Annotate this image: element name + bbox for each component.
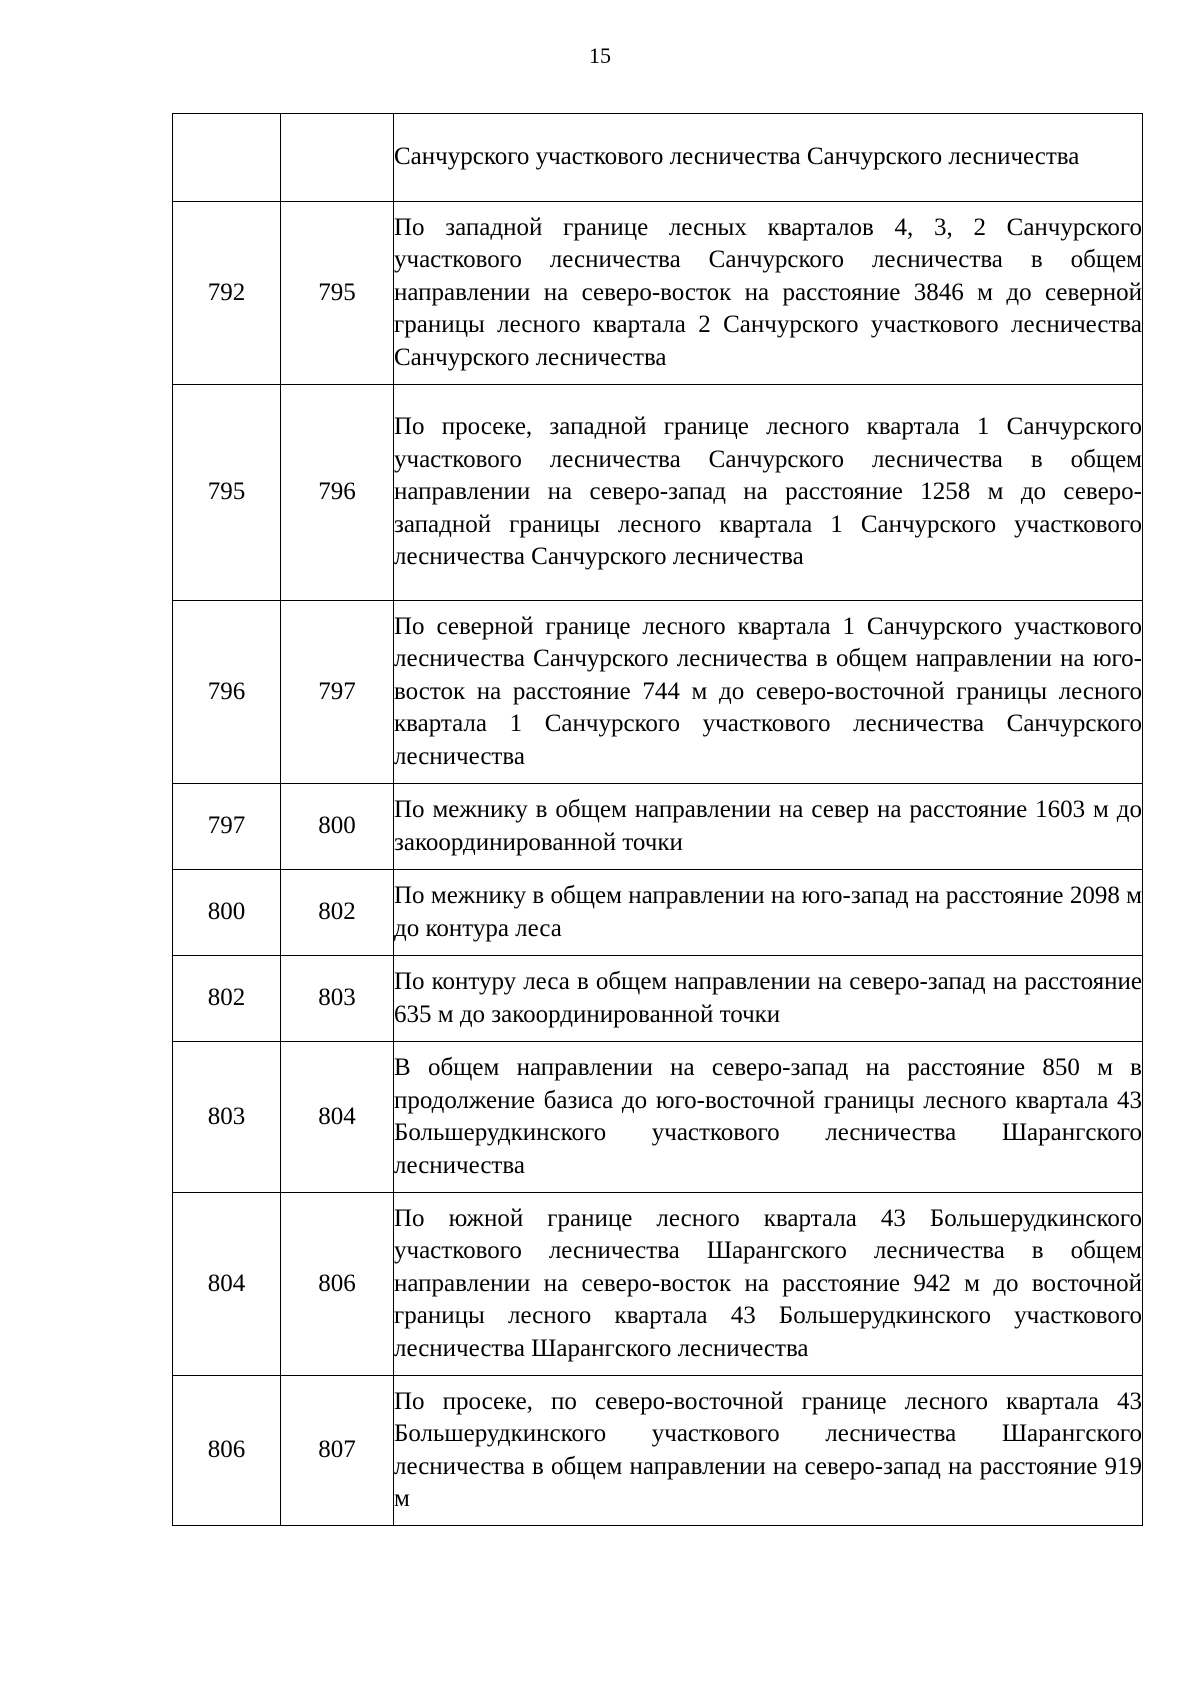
boundary-table [172, 113, 1143, 1526]
from-point-cell: 792 [173, 202, 281, 385]
to-point-cell: 804 [281, 1042, 394, 1193]
description-cell: По межнику в общем направлении на юго-запад на расстояние 2098 м до контура леса [394, 870, 1143, 956]
to-point-cell: 795 [281, 202, 394, 385]
page-number: 15 [589, 43, 611, 68]
description-cell: По просеке, по северо-восточной границе лесного квартала 43 Большерудкинского участкового лесничества Шарангского лесничества в общем направлении на северо-запад на расстояние 919 м [394, 1376, 1143, 1526]
description-cell: По просеке, западной границе лесного квартала 1 Санчурского участкового лесничества Санчурского лесничества в общем направлении на северо-запад на расстояние 1258 м до северо-западной границы лесного квартала 1 Санчурского участкового лесничества Санчурского лесничества [394, 385, 1143, 601]
table-row [173, 114, 1143, 202]
table-row [173, 601, 1143, 784]
description-cell: По северной границе лесного квартала 1 Санчурского участкового лесничества Санчурского лесничества в общем направлении на юго-восток на расстояние 744 м до северо-восточной границы лесного квартала 1 Санчурского участкового лесничества Санчурского лесничества [394, 601, 1143, 784]
table-row [173, 1376, 1143, 1526]
from-point-cell [173, 114, 281, 202]
table-row [173, 1193, 1143, 1376]
from-point-cell: 796 [173, 601, 281, 784]
table-row [173, 956, 1143, 1042]
from-point-cell: 804 [173, 1193, 281, 1376]
to-point-cell: 803 [281, 956, 394, 1042]
table-row [173, 385, 1143, 601]
from-point-cell: 800 [173, 870, 281, 956]
description-cell: По контуру леса в общем направлении на северо-запад на расстояние 635 м до закоординированной точки [394, 956, 1143, 1042]
from-point-cell: 802 [173, 956, 281, 1042]
table-row [173, 870, 1143, 956]
description-cell: По межнику в общем направлении на север на расстояние 1603 м до закоординированной точки [394, 784, 1143, 870]
from-point-cell: 797 [173, 784, 281, 870]
from-point-cell: 795 [173, 385, 281, 601]
table-row [173, 1042, 1143, 1193]
description-cell: По западной границе лесных кварталов 4, 3, 2 Санчурского участкового лесничества Санчурского лесничества в общем направлении на северо-восток на расстояние 3846 м до северной границы лесного квартала 2 Санчурского участкового лесничества Санчурского лесничества [394, 202, 1143, 385]
description-cell: В общем направлении на северо-запад на расстояние 850 м в продолжение базиса до юго-восточной границы лесного квартала 43 Большерудкинского участкового лесничества Шарангского лесничества [394, 1042, 1143, 1193]
to-point-cell: 800 [281, 784, 394, 870]
from-point-cell: 806 [173, 1376, 281, 1526]
to-point-cell: 807 [281, 1376, 394, 1526]
to-point-cell: 802 [281, 870, 394, 956]
to-point-cell [281, 114, 394, 202]
to-point-cell: 796 [281, 385, 394, 601]
from-point-cell: 803 [173, 1042, 281, 1193]
table-row [173, 784, 1143, 870]
description-cell: По южной границе лесного квартала 43 Большерудкинского участкового лесничества Шарангского лесничества в общем направлении на северо-восток на расстояние 942 м до восточной границы лесного квартала 43 Большерудкинского участкового лесничества Шарангского лесничества [394, 1193, 1143, 1376]
description-cell: Санчурского участкового лесничества Санчурского лесничества [394, 114, 1143, 202]
table-row [173, 202, 1143, 385]
to-point-cell: 806 [281, 1193, 394, 1376]
to-point-cell: 797 [281, 601, 394, 784]
